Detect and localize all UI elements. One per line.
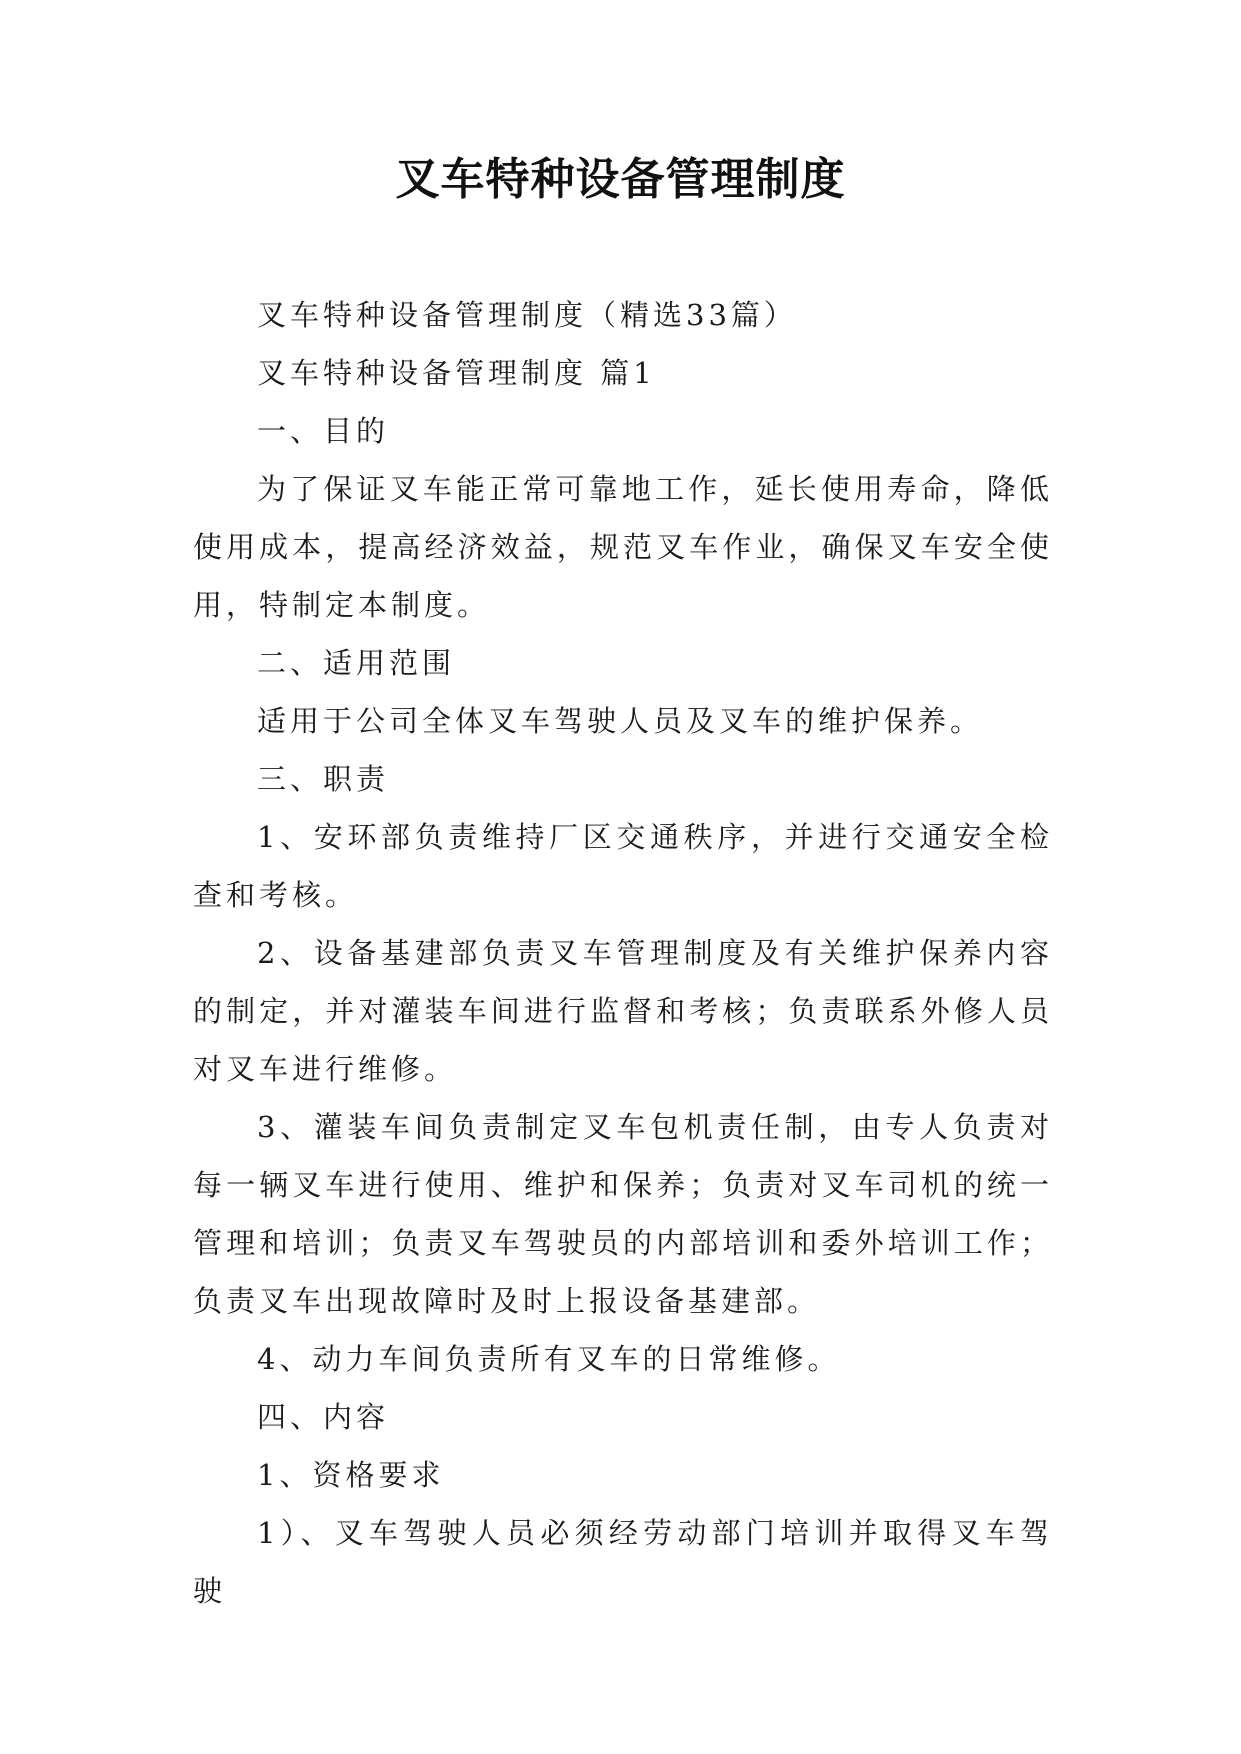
paragraph: 1、安环部负责维持厂区交通秩序，并进行交通安全检查和考核。 <box>193 820 1053 912</box>
document-body <box>193 286 1053 1620</box>
heading-responsibilities: 三、职责 <box>257 762 390 796</box>
paragraph: 1）、叉车驾驶人员必须经劳动部门培训并取得叉车驾驶 <box>193 1516 1053 1608</box>
paragraph: 为了保证叉车能正常可靠地工作，延长使用寿命，降低使用成本，提高经济效益，规范叉车作业，确保叉车安全使用，特制定本制度。 <box>193 472 1053 622</box>
paragraph: 2、设备基建部负责叉车管理制度及有关维护保养内容的制定，并对灌装车间进行监督和考核；负责联系外修人员对叉车进行维修。 <box>193 936 1053 1086</box>
heading-scope: 二、适用范围 <box>257 646 456 680</box>
subheading-qualification: 1、资格要求 <box>257 1458 445 1492</box>
section-heading: 叉车特种设备管理制度 篇1 <box>257 356 656 390</box>
document-title: 叉车特种设备管理制度 <box>395 154 846 205</box>
subtitle-paragraph: 叉车特种设备管理制度（精选33篇） <box>257 298 797 332</box>
paragraph: 4、动力车间负责所有叉车的日常维修。 <box>257 1342 841 1376</box>
heading-content: 四、内容 <box>257 1400 390 1434</box>
paragraph: 适用于公司全体叉车驾驶人员及叉车的维护保养。 <box>257 704 984 738</box>
paragraph: 3、灌装车间负责制定叉车包机责任制，由专人负责对每一辆叉车进行使用、维护和保养；负责对叉车司机的统一管理和培训；负责叉车驾驶员的内部培训和委外培训工作；负责叉车出现故障时及时上报设备基建部。 <box>193 1110 1053 1318</box>
heading-purpose: 一、目的 <box>257 414 390 448</box>
